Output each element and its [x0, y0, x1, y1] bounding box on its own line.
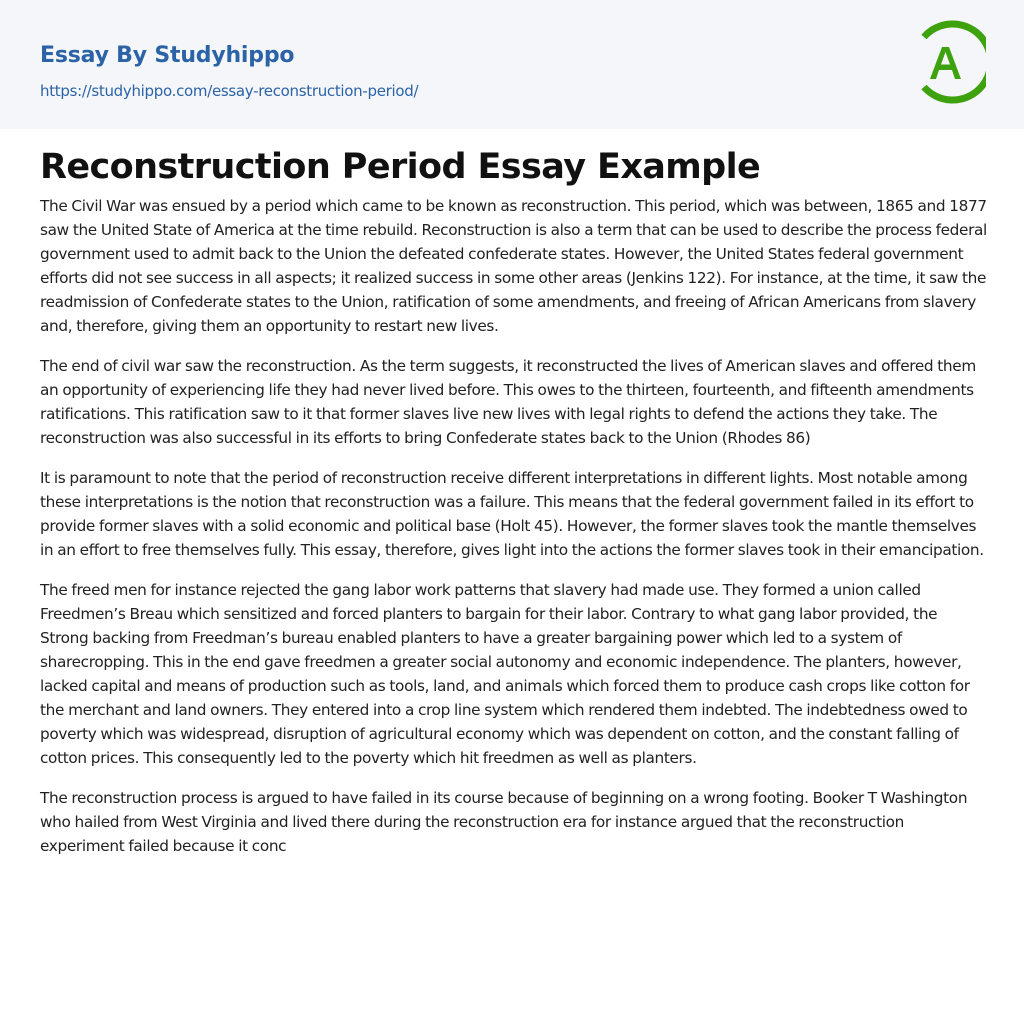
source-url-link[interactable]: https://studyhippo.com/essay-reconstruction-period/: [40, 82, 419, 100]
essay-paragraph-2: The end of civil war saw the reconstruction. As the term suggests, it reconstructed the lives of American slaves and offered them an opportunity of experiencing life they had never lived before. This owes to the thirteen, fourteenth, and fifteenth amendments ratifications. This ratification saw to it that former slaves live new lives with legal rights to defend the actions they take. The reconstruction was also successful in its efforts to bring Confederate states back to the Union (Rhodes 86): [40, 357, 976, 447]
studyhippo-a-logo-icon[interactable]: [916, 19, 986, 105]
essay-body: [40, 194, 988, 874]
essay-paragraph-3: It is paramount to note that the period of reconstruction receive different interpretations in different lights. Most notable among these interpretations is the notion that reconstruction was a failure. This means that the federal government failed in its effort to provide former slaves with a solid economic and political base (Holt 45). However, the former slaves took the mantle themselves in an effort to free themselves fully. This essay, therefore, gives light into the actions the former slaves took in their emancipation.: [40, 469, 984, 559]
page-title: Reconstruction Period Essay Example: [40, 147, 761, 187]
essay-paragraph-5: The reconstruction process is argued to have failed in its course because of beginning on a wrong footing. Booker T Washington who hailed from West Virginia and lived there during the reconstruction era for instance argued that the reconstruction experiment failed because it conc: [40, 789, 968, 855]
site-header: [0, 0, 1024, 129]
essay-paragraph-1: The Civil War was ensued by a period which came to be known as reconstruction. This period, which was between, 1865 and 1877 saw the United State of America at the time rebuild. Reconstruction is also a term that can be used to describe the process federal government used to admit back to the Union the defeated confederate states. However, the United States federal government efforts did not see success in all aspects; it realized success in some other areas (Jenkins 122). For instance, at the time, it saw the readmission of Confederate states to the Union, ratification of some amendments, and freeing of African Americans from slavery and, therefore, giving them an opportunity to restart new lives.: [40, 197, 987, 335]
site-title: Essay By Studyhippo: [40, 43, 295, 68]
essay-paragraph-4: The freed men for instance rejected the gang labor work patterns that slavery had made use. They formed a union called Freedmen’s Breau which sensitized and forced planters to bargain for their labor. Contrary to what gang labor provided, the Strong backing from Freedman’s bureau enabled planters to have a greater bargaining power which led to a system of sharecropping. This in the end gave freedmen a greater social autonomy and economic independence. The planters, however, lacked capital and means of production such as tools, land, and animals which forced them to produce cash crops like cotton for the merchant and land owners. They entered into a crop line system which rendered them indebted. The indebtedness owed to poverty which was widespread, disruption of agricultural economy which was dependent on cotton, and the constant falling of cotton prices. This consequently led to the poverty which hit freedmen as well as planters.: [40, 581, 970, 767]
